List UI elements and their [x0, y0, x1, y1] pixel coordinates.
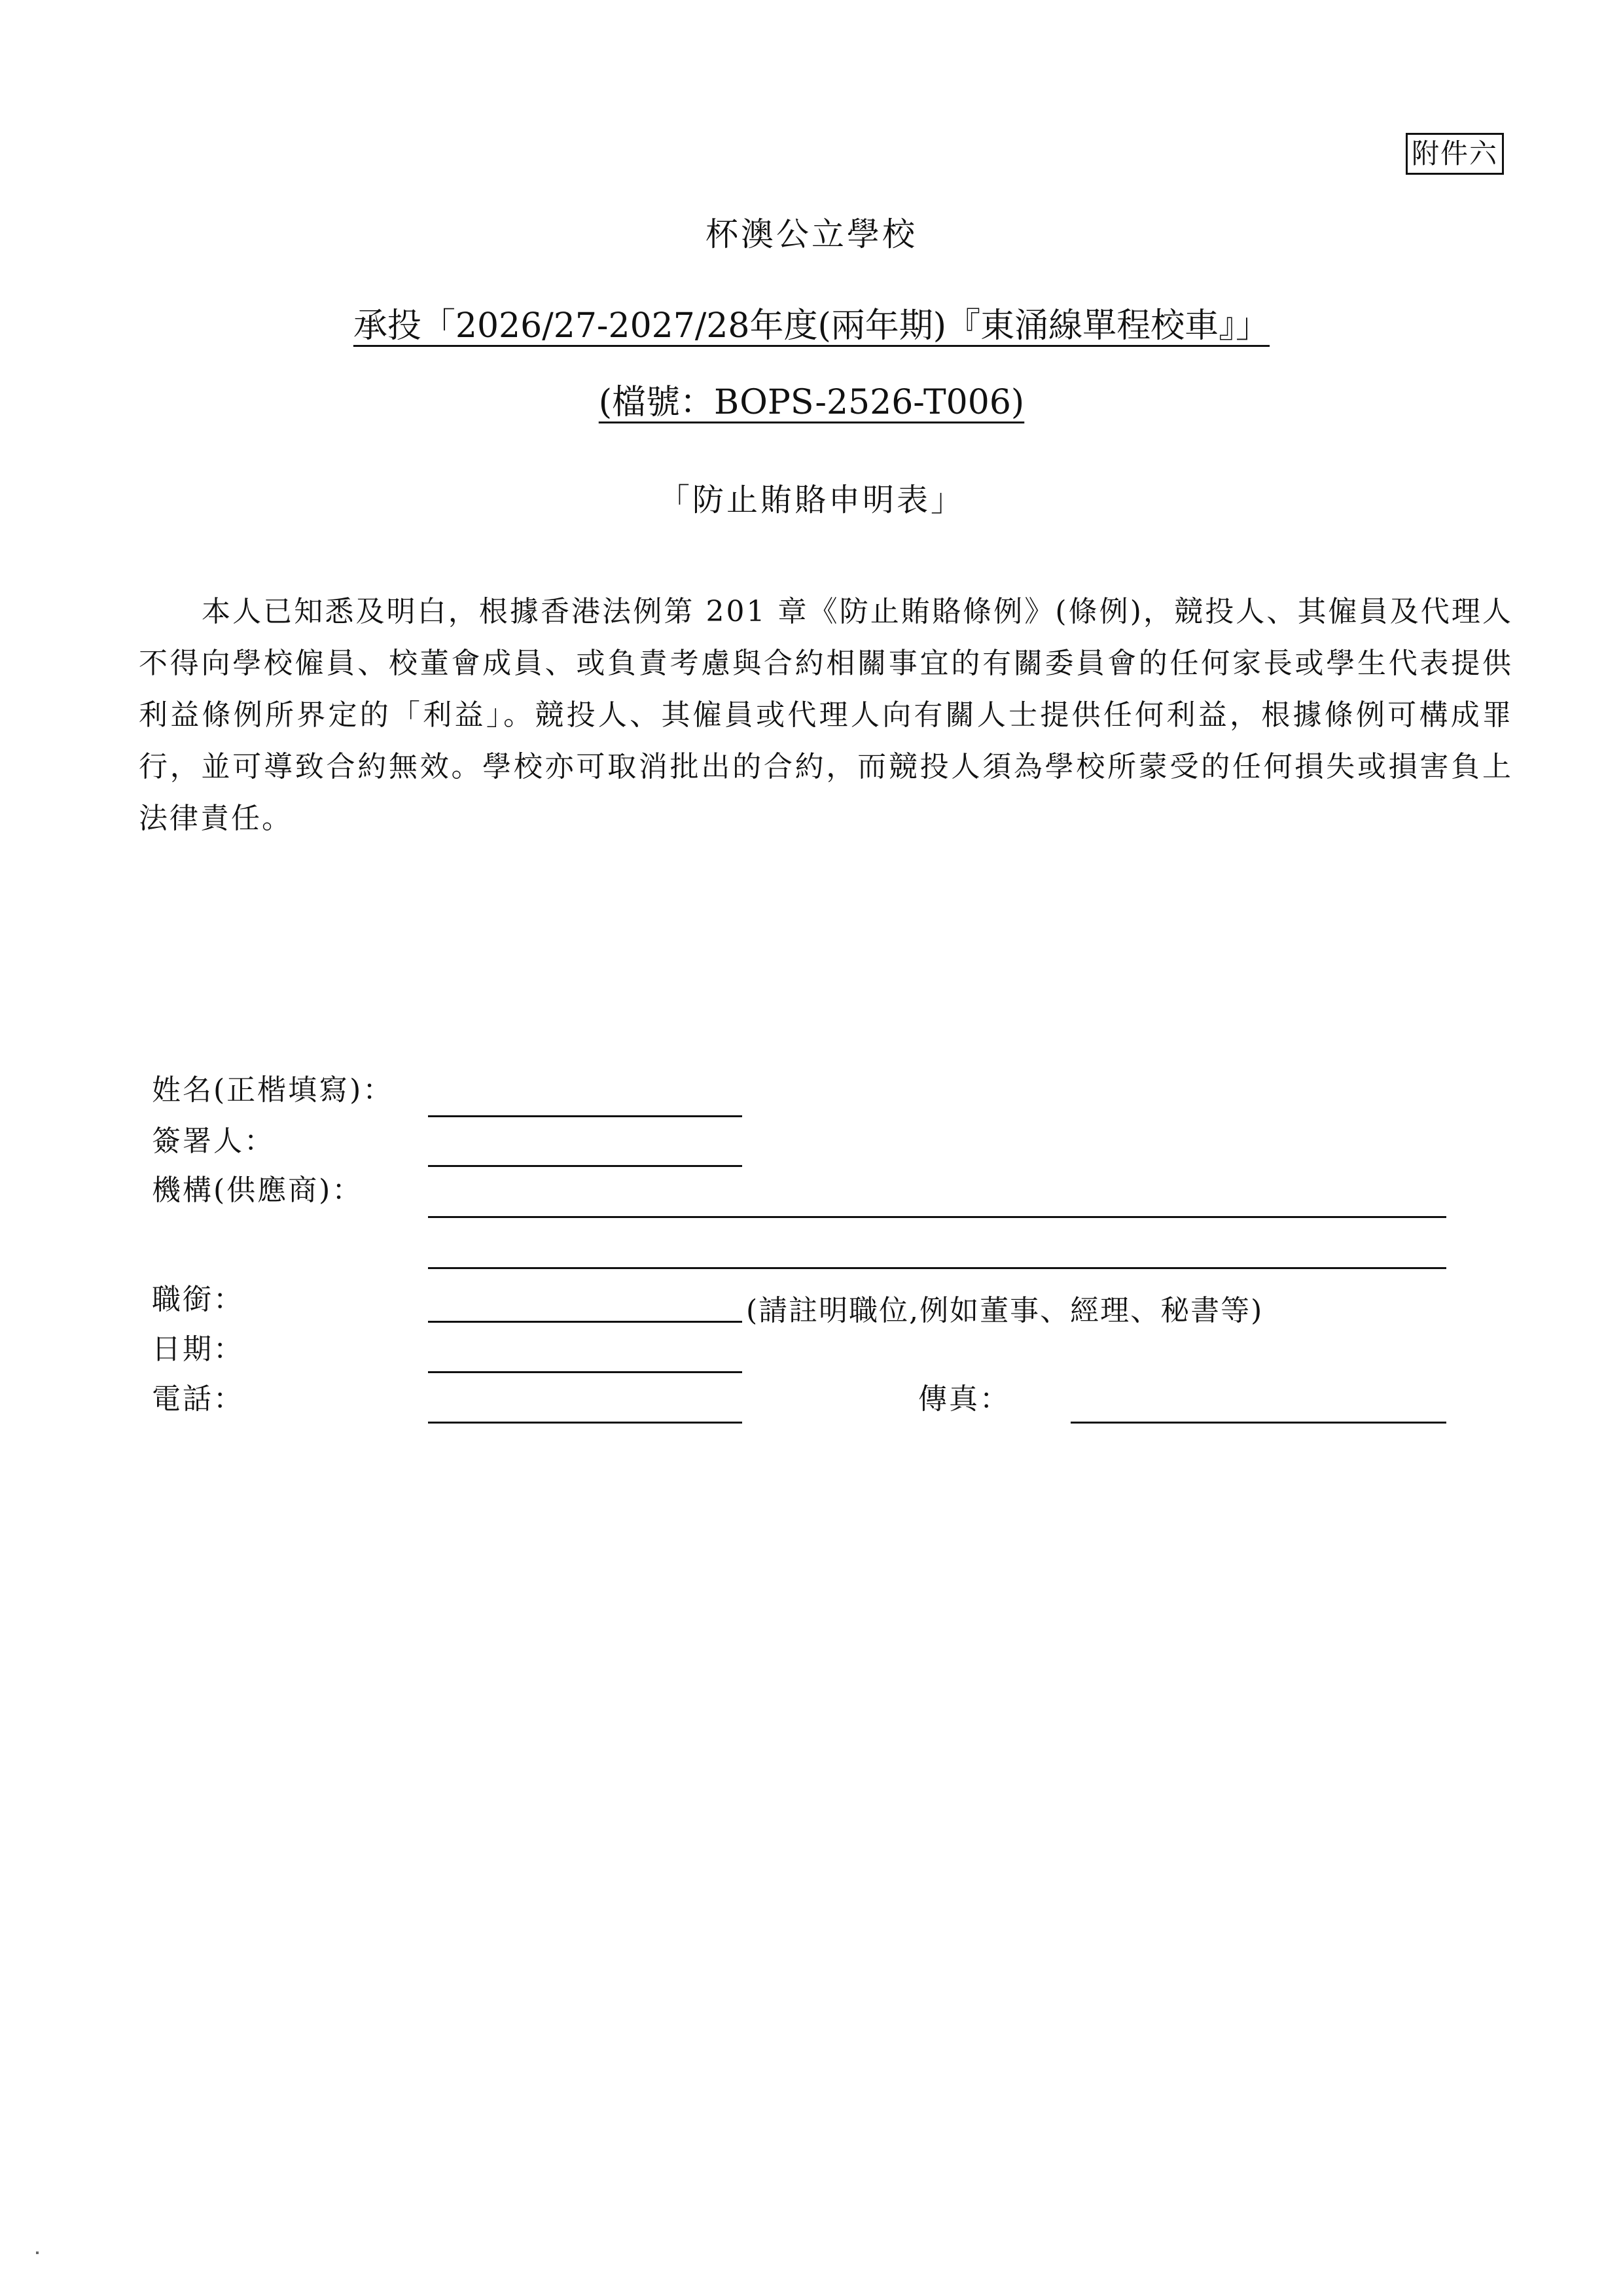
- file-number: [0, 374, 1623, 423]
- fax-label: 傳真：: [918, 1382, 1010, 1416]
- declaration-paragraph: 本人已知悉及明白，根據香港法例第 201 章《防止賄賂條例》(條例)，競投人、其僱員及代理人不得向學校僱員、校董會成員、或負責考慮與合約相關事宜的有關委員會的任何家長或學生代表提供利益條例所界定的「利益」。競投人、其僱員或代理人向有關人士提供任何利益，根據條例可構成罪行，並可導致合約無效。學校亦可取消批出的合約，而競投人須為學校所蒙受的任何損失或損害負上法律責任。: [139, 595, 1513, 835]
- job-title-field-line[interactable]: [428, 1321, 742, 1323]
- date-field-line[interactable]: [428, 1371, 742, 1373]
- form-name: 「防止賄賂申明表」: [658, 482, 965, 518]
- tender-title-text: 承投「2026/27-2027/28年度(兩年期)『東涌線單程校車』」: [353, 306, 1270, 346]
- name-label: 姓名(正楷填寫)：: [152, 1073, 394, 1107]
- scan-mark: [36, 2251, 39, 2254]
- phone-label: 電話：: [152, 1382, 244, 1416]
- fax-field-line[interactable]: [1071, 1422, 1446, 1424]
- job-title-note: (請註明職位,例如董事、經理、秘書等): [746, 1294, 1264, 1327]
- name-field-line[interactable]: [428, 1115, 742, 1117]
- signatory-label: 簽署人：: [152, 1124, 275, 1158]
- file-number-text: (檔號：BOPS-2526-T006): [598, 383, 1025, 422]
- school-name: 杯澳公立學校: [705, 215, 918, 253]
- annex-label: 附件六: [1406, 133, 1504, 175]
- phone-field-line[interactable]: [428, 1422, 742, 1424]
- tender-title: [0, 298, 1623, 347]
- organization-label: 機構(供應商)：: [152, 1174, 363, 1207]
- organization-field-line-2[interactable]: [428, 1267, 1446, 1269]
- signatory-field-line[interactable]: [428, 1165, 742, 1167]
- organization-field-line-1[interactable]: [428, 1216, 1446, 1218]
- date-label: 日期：: [152, 1333, 244, 1366]
- job-title-label: 職銜：: [152, 1283, 244, 1316]
